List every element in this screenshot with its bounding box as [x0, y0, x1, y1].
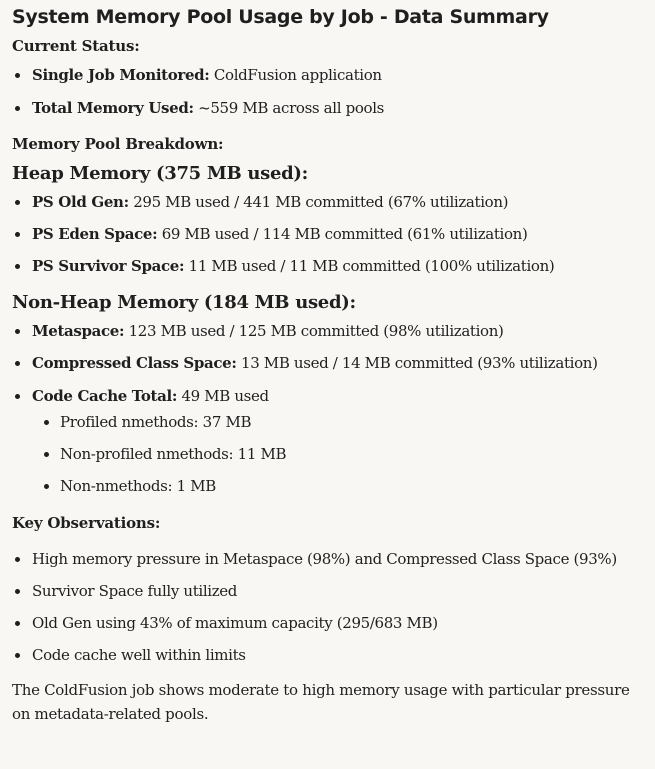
heap-list — [12, 192, 647, 276]
list-item: High memory pressure in Metaspace (98%) and Compressed Class Space (93%) — [12, 549, 647, 569]
list-item — [12, 98, 647, 118]
observations-list — [12, 549, 647, 665]
item-label: Single Job Monitored: — [32, 66, 210, 84]
list-item — [12, 353, 647, 373]
page-title: System Memory Pool Usage by Job - Data Summary — [12, 6, 549, 28]
breakdown-heading: Memory Pool Breakdown: — [12, 135, 224, 153]
item-label: Total Memory Used: — [32, 99, 194, 117]
item-value: 295 MB used / 441 MB committed (67% utilization) — [133, 193, 509, 211]
item-label: PS Survivor Space: — [32, 257, 185, 275]
list-item — [12, 386, 647, 496]
list-item: Old Gen using 43% of maximum capacity (295/683 MB) — [12, 613, 647, 633]
current-status-list — [12, 65, 647, 118]
sub-list-item: Non-nmethods: 1 MB — [32, 476, 647, 496]
item-label: PS Eden Space: — [32, 225, 158, 243]
item-value: 49 MB used — [181, 387, 269, 405]
conclusion-paragraph: The ColdFusion job shows moderate to high memory usage with particular pressure on metadata-related pools. — [12, 681, 630, 723]
item-label: Code Cache Total: — [32, 387, 178, 405]
non-heap-heading: Non-Heap Memory (184 MB used): — [12, 292, 356, 313]
list-item — [12, 256, 647, 276]
sub-list-item: Non-profiled nmethods: 11 MB — [32, 444, 647, 464]
non-heap-list — [12, 321, 647, 496]
list-item — [12, 65, 647, 85]
list-item — [12, 321, 647, 341]
item-label: Compressed Class Space: — [32, 354, 237, 372]
observations-heading: Key Observations: — [12, 514, 161, 532]
heap-heading: Heap Memory (375 MB used): — [12, 163, 308, 184]
item-value: ColdFusion application — [213, 66, 382, 84]
code-cache-sublist — [32, 412, 647, 496]
item-value: 13 MB used / 14 MB committed (93% utilization) — [241, 354, 598, 372]
item-value: ~559 MB across all pools — [198, 99, 384, 117]
item-value: 11 MB used / 11 MB committed (100% utilization) — [188, 257, 555, 275]
list-item: Code cache well within limits — [12, 645, 647, 665]
item-value: 69 MB used / 114 MB committed (61% utilization) — [161, 225, 528, 243]
item-label: Metaspace: — [32, 322, 125, 340]
list-item — [12, 192, 647, 212]
current-status-heading: Current Status: — [12, 37, 140, 55]
sub-list-item: Profiled nmethods: 37 MB — [32, 412, 647, 432]
item-value: 123 MB used / 125 MB committed (98% utilization) — [128, 322, 504, 340]
list-item: Survivor Space fully utilized — [12, 581, 647, 601]
item-label: PS Old Gen: — [32, 193, 129, 211]
list-item — [12, 224, 647, 244]
